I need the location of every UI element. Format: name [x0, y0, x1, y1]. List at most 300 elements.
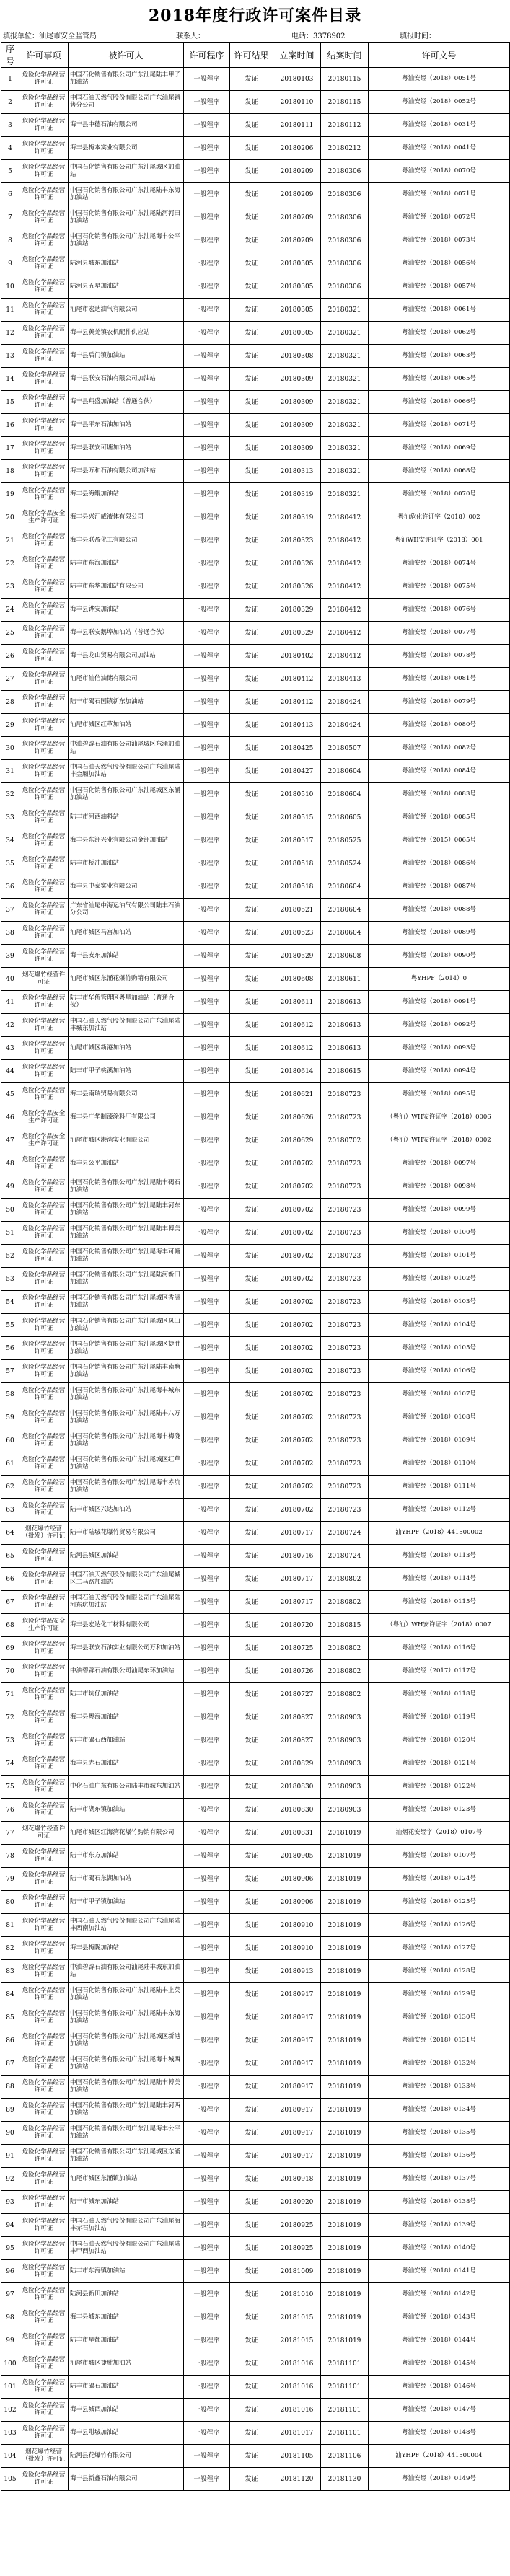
seq-cell: 5	[1, 160, 19, 183]
closing-date-cell: 20180802	[321, 1683, 369, 1706]
license-number-cell: 粤汕安经（2018）0071号	[369, 414, 510, 437]
table-row	[1, 1291, 510, 1314]
closing-date-cell: 20180604	[321, 783, 369, 806]
license-item-cell: 危险化学品经营许可证	[19, 899, 69, 922]
license-number-cell: 粤汕安经（2018）0079号	[369, 691, 510, 714]
result-cell: 发证	[230, 1914, 273, 1937]
procedure-cell: 一般程序	[184, 506, 230, 529]
table-row	[1, 137, 510, 160]
licensee-cell: 中国石化销售有限公司广东汕尾城区红草加油站	[69, 1452, 184, 1476]
license-item-cell: 危险化学品经营许可证	[19, 1337, 69, 1360]
table-row	[1, 1476, 510, 1499]
seq-cell: 53	[1, 1268, 19, 1291]
result-cell: 发证	[230, 2006, 273, 2029]
licensee-cell: 汕尾市城区东涌镇加油站	[69, 2168, 184, 2191]
filing-date-cell: 20180920	[273, 2191, 321, 2214]
licensee-cell: 陆丰市桥冲加油站	[69, 852, 184, 875]
licensee-cell: 陆河县城区加油站	[69, 1545, 184, 1568]
result-cell: 发证	[230, 1729, 273, 1752]
filing-date-cell: 20180716	[273, 1545, 321, 1568]
license-number-cell: 粤汕安经（2018）0072号	[369, 206, 510, 229]
licensee-cell: 中国石化销售有限公司广东汕尾陆丰碣石加油站	[69, 1175, 184, 1199]
closing-date-cell: 20180306	[321, 160, 369, 183]
procedure-cell: 一般程序	[184, 1106, 230, 1129]
license-item-cell: 危险化学品经营许可证	[19, 2376, 69, 2399]
license-item-cell: 危险化学品经营许可证	[19, 529, 69, 552]
result-cell: 发证	[230, 1199, 273, 1222]
closing-date-cell: 20180815	[321, 1614, 369, 1637]
license-item-cell: 危险化学品经营许可证	[19, 1314, 69, 1337]
result-cell: 发证	[230, 668, 273, 691]
license-number-cell: 粤汕安经（2018）0145号	[369, 2352, 510, 2376]
procedure-cell: 一般程序	[184, 437, 230, 460]
seq-cell: 105	[1, 2468, 19, 2491]
filing-date-cell: 20180529	[273, 945, 321, 968]
procedure-cell: 一般程序	[184, 1845, 230, 1868]
seq-cell: 66	[1, 1568, 19, 1591]
seq-cell: 59	[1, 1406, 19, 1429]
licensee-cell: 海丰县梅本实业有限公司	[69, 137, 184, 160]
licensee-cell: 中国石化销售有限公司广东汕尾城区东涌加油站	[69, 2145, 184, 2168]
filing-date-cell: 20180305	[273, 299, 321, 322]
seq-cell: 67	[1, 1591, 19, 1614]
license-number-cell: 粤汕安经（2018）0104号	[369, 1314, 510, 1337]
procedure-cell: 一般程序	[184, 1199, 230, 1222]
table-row	[1, 68, 510, 91]
closing-date-cell: 20180723	[321, 1268, 369, 1291]
procedure-cell: 一般程序	[184, 2468, 230, 2491]
procedure-cell: 一般程序	[184, 645, 230, 668]
seq-cell: 18	[1, 460, 19, 483]
closing-date-cell: 20180802	[321, 1660, 369, 1683]
table-row	[1, 1729, 510, 1752]
closing-date-cell: 20180321	[321, 483, 369, 506]
table-row	[1, 368, 510, 391]
procedure-cell: 一般程序	[184, 1868, 230, 1891]
result-cell: 发证	[230, 1222, 273, 1245]
procedure-cell: 一般程序	[184, 2052, 230, 2076]
procedure-cell: 一般程序	[184, 1568, 230, 1591]
procedure-cell: 一般程序	[184, 183, 230, 206]
license-number-cell: 粤汕安经（2018）0124号	[369, 1868, 510, 1891]
table-row	[1, 206, 510, 229]
license-item-cell: 危险化学品经营许可证	[19, 160, 69, 183]
closing-date-cell: 20180321	[321, 368, 369, 391]
seq-cell: 2	[1, 91, 19, 114]
table-row	[1, 899, 510, 922]
license-number-cell: 粤汕安经（2018）0061号	[369, 299, 510, 322]
filing-date-cell: 20180412	[273, 691, 321, 714]
seq-cell: 33	[1, 806, 19, 829]
closing-date-cell: 20180702	[321, 1129, 369, 1152]
licensee-cell: 陆丰市甲子镇加油站	[69, 1891, 184, 1914]
closing-date-cell: 20181019	[321, 1937, 369, 1960]
table-row	[1, 1152, 510, 1175]
result-cell: 发证	[230, 483, 273, 506]
result-cell: 发证	[230, 760, 273, 783]
filing-date-cell: 20180412	[273, 668, 321, 691]
result-cell: 发证	[230, 114, 273, 137]
filing-date-cell: 20180629	[273, 1129, 321, 1152]
closing-date-cell: 20180605	[321, 806, 369, 829]
result-cell: 发证	[230, 1476, 273, 1499]
result-cell: 发证	[230, 229, 273, 252]
closing-date-cell: 20180412	[321, 552, 369, 575]
report-meta	[0, 32, 510, 42]
license-number-cell: 粤汕安经（2018）0089号	[369, 922, 510, 945]
filing-date-cell: 20180830	[273, 1799, 321, 1822]
table-row	[1, 1752, 510, 1776]
result-cell: 发证	[230, 1383, 273, 1406]
table-row	[1, 1245, 510, 1268]
table-row	[1, 991, 510, 1014]
license-item-cell: 危险化学品经营许可证	[19, 1499, 69, 1522]
table-row	[1, 1868, 510, 1891]
filing-date-cell: 20180702	[273, 1406, 321, 1429]
license-item-cell: 危险化学品经营许可证	[19, 2352, 69, 2376]
filing-date-cell: 20180913	[273, 1960, 321, 1983]
closing-date-cell: 20180723	[321, 1360, 369, 1383]
license-number-cell: 粤汕安经（2017）0117号	[369, 1660, 510, 1683]
closing-date-cell: 20180424	[321, 691, 369, 714]
filing-date-cell: 20180910	[273, 1914, 321, 1937]
license-number-cell: 粤汕安经（2018）0136号	[369, 2145, 510, 2168]
licensee-cell: 中国石化销售有限公司广东汕尾陆河新田加油站	[69, 1268, 184, 1291]
result-cell: 发证	[230, 1983, 273, 2006]
filing-date-cell: 20180309	[273, 368, 321, 391]
result-cell: 发证	[230, 1129, 273, 1152]
procedure-cell: 一般程序	[184, 668, 230, 691]
filing-date-cell: 20180329	[273, 622, 321, 645]
filing-date-cell: 20180830	[273, 1776, 321, 1799]
filing-date-cell: 20180308	[273, 345, 321, 368]
procedure-cell: 一般程序	[184, 2076, 230, 2099]
licensee-cell: 中国石化销售有限公司广东汕尾陆河河田加油站	[69, 206, 184, 229]
closing-date-cell: 20180424	[321, 714, 369, 737]
license-number-cell: 粤汕安经（2018）0126号	[369, 1914, 510, 1937]
table-row	[1, 1799, 510, 1822]
header-procedure: 许可程序	[184, 43, 230, 68]
filing-date-cell: 20180702	[273, 1452, 321, 1476]
closing-date-cell: 20180507	[321, 737, 369, 760]
procedure-cell: 一般程序	[184, 2214, 230, 2237]
filing-date-cell: 20180111	[273, 114, 321, 137]
report-date: 填报时间：	[400, 32, 436, 40]
table-row	[1, 460, 510, 483]
license-number-cell: 汕YHPF（2018）441500004	[369, 2445, 510, 2468]
result-cell: 发证	[230, 1822, 273, 1845]
license-item-cell: 危险化学品经营许可证	[19, 875, 69, 899]
table-row	[1, 2445, 510, 2468]
seq-cell: 16	[1, 414, 19, 437]
table-row	[1, 1083, 510, 1106]
closing-date-cell: 20180903	[321, 1706, 369, 1729]
closing-date-cell: 20180306	[321, 229, 369, 252]
filing-date-cell: 20180917	[273, 2029, 321, 2052]
licensee-cell: 中国石油天然气股份有限公司广东汕尾陆丰城东加油站	[69, 1014, 184, 1037]
licensee-cell: 中油碧辟石油有限公司汕尾陆丰城东加油站	[69, 1960, 184, 1983]
closing-date-cell: 20180412	[321, 506, 369, 529]
seq-cell: 95	[1, 2237, 19, 2260]
license-item-cell: 危险化学品经营许可证	[19, 1729, 69, 1752]
license-item-cell: 危险化学品经营许可证	[19, 1891, 69, 1914]
license-item-cell: 危险化学品经营许可证	[19, 275, 69, 299]
licensee-cell: 中国石化销售有限公司广东汕尾陆丰河东加油站	[69, 1199, 184, 1222]
filing-date-cell: 20180827	[273, 1729, 321, 1752]
license-item-cell: 烟花爆竹经营（批发）许可证	[19, 2445, 69, 2468]
licensee-cell: 海丰县联安可塘加油站	[69, 437, 184, 460]
licensee-cell: 中国石化销售有限公司广东汕尾陆丰东海加油站	[69, 183, 184, 206]
filing-date-cell: 20180702	[273, 1314, 321, 1337]
result-cell: 发证	[230, 1014, 273, 1037]
procedure-cell: 一般程序	[184, 2445, 230, 2468]
table-row	[1, 483, 510, 506]
license-number-cell: 粤汕安经（2018）0123号	[369, 1799, 510, 1822]
procedure-cell: 一般程序	[184, 922, 230, 945]
result-cell: 发证	[230, 806, 273, 829]
licensee-cell: 中国石油天然气股份有限公司广东汕尾陆丰甲西加油站	[69, 2237, 184, 2260]
filing-date-cell: 20180611	[273, 991, 321, 1014]
seq-cell: 102	[1, 2399, 19, 2422]
closing-date-cell: 20180306	[321, 252, 369, 275]
seq-cell: 74	[1, 1752, 19, 1776]
license-number-cell: 粤汕安经（2018）0138号	[369, 2191, 510, 2214]
table-row	[1, 645, 510, 668]
seq-cell: 6	[1, 183, 19, 206]
licensee-cell: 汕尾市城区新港加油站	[69, 1037, 184, 1060]
result-cell: 发证	[230, 1752, 273, 1776]
table-row	[1, 852, 510, 875]
filing-date-cell: 20181016	[273, 2376, 321, 2399]
licensee-cell: 海丰县万和石油有限公司加油站	[69, 460, 184, 483]
filing-date-cell: 20180827	[273, 1706, 321, 1729]
license-item-cell: 危险化学品经营许可证	[19, 1222, 69, 1245]
table-row	[1, 691, 510, 714]
result-cell: 发证	[230, 1429, 273, 1452]
seq-cell: 4	[1, 137, 19, 160]
closing-date-cell: 20180903	[321, 1729, 369, 1752]
licensee-cell: 中国石化销售有限公司广东汕尾陆丰甲子加油站	[69, 68, 184, 91]
closing-date-cell: 20180212	[321, 137, 369, 160]
license-item-cell: 危险化学品经营许可证	[19, 806, 69, 829]
license-number-cell: 粤汕安经（2018）0148号	[369, 2422, 510, 2445]
closing-date-cell: 20181019	[321, 2283, 369, 2306]
procedure-cell: 一般程序	[184, 760, 230, 783]
seq-cell: 47	[1, 1129, 19, 1152]
seq-cell: 45	[1, 1083, 19, 1106]
license-item-cell: 危险化学品经营许可证	[19, 460, 69, 483]
table-row	[1, 2029, 510, 2052]
closing-date-cell: 20181019	[321, 2006, 369, 2029]
result-cell: 发证	[230, 2283, 273, 2306]
closing-date-cell: 20181019	[321, 1822, 369, 1845]
table-row	[1, 829, 510, 852]
licensee-cell: 海丰县平东石油加油站	[69, 414, 184, 437]
filing-date-cell: 20180925	[273, 2214, 321, 2237]
filing-date-cell: 20180110	[273, 91, 321, 114]
license-item-cell: 危险化学品经营许可证	[19, 1083, 69, 1106]
procedure-cell: 一般程序	[184, 1545, 230, 1568]
filing-date-cell: 20180319	[273, 483, 321, 506]
seq-cell: 52	[1, 1245, 19, 1268]
seq-cell: 100	[1, 2352, 19, 2376]
seq-cell: 56	[1, 1337, 19, 1360]
table-row	[1, 622, 510, 645]
licensee-cell: 海丰县中德石油有限公司	[69, 114, 184, 137]
seq-cell: 26	[1, 645, 19, 668]
license-number-cell: 粤汕安经（2018）0074号	[369, 552, 510, 575]
closing-date-cell: 20180723	[321, 1222, 369, 1245]
licensee-cell: 海丰县梅陇加油站	[69, 1937, 184, 1960]
license-item-cell: 危险化学品经营许可证	[19, 852, 69, 875]
procedure-cell: 一般程序	[184, 991, 230, 1014]
seq-cell: 7	[1, 206, 19, 229]
table-row	[1, 252, 510, 275]
table-row	[1, 552, 510, 575]
licensee-cell: 中国石化销售有限公司广东汕尾陆丰八万加油站	[69, 1406, 184, 1429]
seq-cell: 48	[1, 1152, 19, 1175]
table-row	[1, 1522, 510, 1545]
license-number-cell: 粤汕安经（2018）0081号	[369, 668, 510, 691]
procedure-cell: 一般程序	[184, 1499, 230, 1522]
table-row	[1, 1499, 510, 1522]
license-item-cell: 危险化学品经营许可证	[19, 391, 69, 414]
licensee-cell: 海丰县龙山贸易有限公司加油站	[69, 645, 184, 668]
table-row	[1, 91, 510, 114]
filing-date-cell: 20180608	[273, 968, 321, 991]
license-number-cell: 粤汕安经（2018）0142号	[369, 2283, 510, 2306]
procedure-cell: 一般程序	[184, 2306, 230, 2329]
procedure-cell: 一般程序	[184, 714, 230, 737]
procedure-cell: 一般程序	[184, 945, 230, 968]
licensee-cell: 陆丰市碣石国镇新东加油站	[69, 691, 184, 714]
license-item-cell: 危险化学品经营许可证	[19, 483, 69, 506]
license-number-cell: 粤汕安经（2018）0143号	[369, 2306, 510, 2329]
closing-date-cell: 20180611	[321, 968, 369, 991]
licensee-cell: 陆丰市城东加油站	[69, 2191, 184, 2214]
licensee-cell: 海丰县联盈化工有限公司	[69, 529, 184, 552]
license-item-cell: 烟花爆竹经营（批发）许可证	[19, 1522, 69, 1545]
license-number-cell: 粤汕安经（2018）0068号	[369, 460, 510, 483]
table-row	[1, 2468, 510, 2491]
result-cell: 发证	[230, 575, 273, 599]
license-number-cell: 粤汕安经（2018）0051号	[369, 68, 510, 91]
result-cell: 发证	[230, 2214, 273, 2237]
licensee-cell: 海丰县中泰实业有限公司	[69, 875, 184, 899]
closing-date-cell: 20180525	[321, 829, 369, 852]
seq-cell: 104	[1, 2445, 19, 2468]
filing-date-cell: 20181120	[273, 2468, 321, 2491]
procedure-cell: 一般程序	[184, 1683, 230, 1706]
result-cell: 发证	[230, 2399, 273, 2422]
licensee-cell: 海丰县安东加油站	[69, 945, 184, 968]
procedure-cell: 一般程序	[184, 345, 230, 368]
closing-date-cell: 20181106	[321, 2445, 369, 2468]
table-row	[1, 2076, 510, 2099]
licensee-cell: 中国石油天然气股份有限公司广东汕尾城区二马路加油站	[69, 1568, 184, 1591]
licensee-cell: 海丰县宏达化工材料有限公司	[69, 1614, 184, 1637]
filing-date-cell: 20180521	[273, 899, 321, 922]
result-cell: 发证	[230, 1660, 273, 1683]
license-item-cell: 危险化学品经营许可证	[19, 2422, 69, 2445]
licensee-cell: 陆河县城东加油站	[69, 252, 184, 275]
seq-cell: 29	[1, 714, 19, 737]
filing-date-cell: 20180309	[273, 391, 321, 414]
license-item-cell: 危险化学品经营许可证	[19, 2237, 69, 2260]
closing-date-cell: 20180723	[321, 1499, 369, 1522]
license-item-cell: 危险化学品经营许可证	[19, 2329, 69, 2352]
table-row	[1, 2283, 510, 2306]
license-item-cell: 危险化学品经营许可证	[19, 2168, 69, 2191]
filing-date-cell: 20180906	[273, 1891, 321, 1914]
license-number-cell: 粤汕安经（2018）0112号	[369, 1499, 510, 1522]
license-item-cell: 危险化学品经营许可证	[19, 299, 69, 322]
closing-date-cell: 20180306	[321, 183, 369, 206]
result-cell: 发证	[230, 2468, 273, 2491]
procedure-cell: 一般程序	[184, 322, 230, 345]
filing-date-cell: 20180413	[273, 714, 321, 737]
seq-cell: 57	[1, 1360, 19, 1383]
license-item-cell: 危险化学品经营许可证	[19, 368, 69, 391]
result-cell: 发证	[230, 183, 273, 206]
seq-cell: 37	[1, 899, 19, 922]
table-row	[1, 114, 510, 137]
result-cell: 发证	[230, 206, 273, 229]
license-number-cell: 粤汕安经（2018）0077号	[369, 622, 510, 645]
license-number-cell: 粤汕安经（2018）0130号	[369, 2006, 510, 2029]
filing-date-cell: 20180518	[273, 852, 321, 875]
result-cell: 发证	[230, 2099, 273, 2122]
license-item-cell: 危险化学品经营许可证	[19, 1360, 69, 1383]
table-row	[1, 1914, 510, 1937]
table-row	[1, 1106, 510, 1129]
license-case-table	[1, 42, 510, 2491]
procedure-cell: 一般程序	[184, 1360, 230, 1383]
closing-date-cell: 20180321	[321, 345, 369, 368]
page-title: 2018年度行政许可案件目录	[148, 6, 362, 25]
table-row	[1, 414, 510, 437]
result-cell: 发证	[230, 2329, 273, 2352]
closing-date-cell: 20181019	[321, 2237, 369, 2260]
license-number-cell: 粤汕安经（2018）0105号	[369, 1337, 510, 1360]
table-row	[1, 1337, 510, 1360]
procedure-cell: 一般程序	[184, 137, 230, 160]
license-number-cell: 粤汕安经（2018）0144号	[369, 2329, 510, 2352]
closing-date-cell: 20180802	[321, 1637, 369, 1660]
table-row	[1, 783, 510, 806]
closing-date-cell: 20180524	[321, 852, 369, 875]
filing-date-cell: 20180326	[273, 575, 321, 599]
license-number-cell: 粤汕安经（2018）0075号	[369, 575, 510, 599]
table-row	[1, 1268, 510, 1291]
closing-date-cell: 20180802	[321, 1591, 369, 1614]
table-row	[1, 1383, 510, 1406]
licensee-cell: 中国石油天然气股份有限公司广东汕尾海丰赤石加油站	[69, 2214, 184, 2237]
table-row	[1, 345, 510, 368]
header-closing-date: 结案时间	[321, 43, 369, 68]
closing-date-cell: 20180412	[321, 622, 369, 645]
filing-date-cell: 20180917	[273, 2006, 321, 2029]
filing-date-cell: 20180917	[273, 2122, 321, 2145]
filing-date-cell: 20180209	[273, 206, 321, 229]
license-number-cell: 粤汕安经（2018）0078号	[369, 645, 510, 668]
result-cell: 发证	[230, 391, 273, 414]
license-item-cell: 危险化学品经营许可证	[19, 252, 69, 275]
license-number-cell: 粤汕安经（2018）0106号	[369, 1360, 510, 1383]
license-item-cell: 危险化学品经营许可证	[19, 1014, 69, 1037]
license-item-cell: 危险化学品经营许可证	[19, 2145, 69, 2168]
header-license-number: 许可文号	[369, 43, 510, 68]
